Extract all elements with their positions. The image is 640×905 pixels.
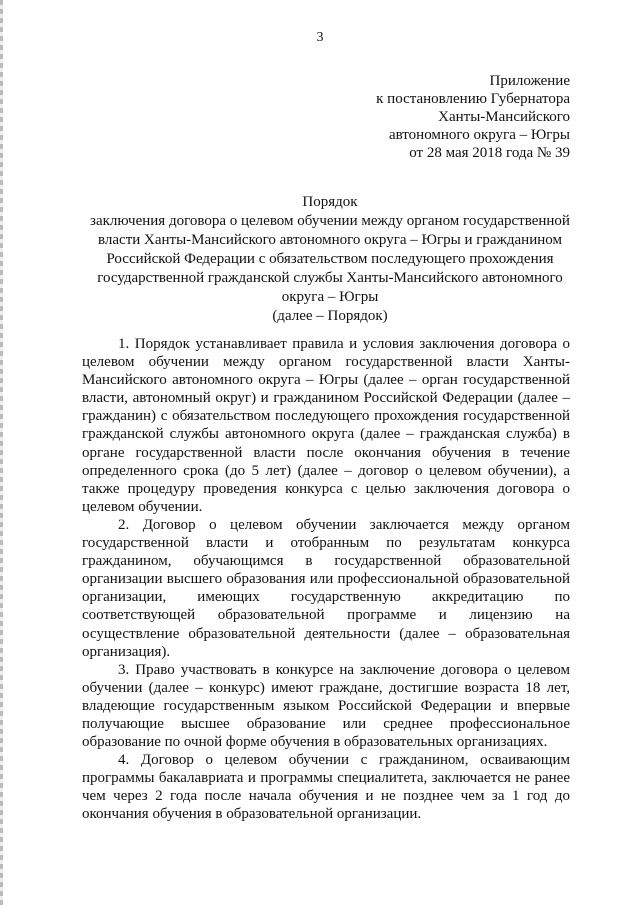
title-line: государственной гражданской службы Ханты-Мансийского автономного [97,270,563,286]
paragraph-4: 4. Договор о целевом обучении с гражданином, осваивающим программы бакалавриата и программы специалитета, заключается не ранее чем через 2 года после начала обучения и не позднее чем за 1 год до окончания обучения в образовательной организации. [82,752,570,823]
scan-edge [0,0,3,905]
title-line: (далее – Порядок) [272,308,388,324]
title-line: округа – Югры [281,289,379,305]
appendix-header [376,72,570,162]
title-heading: Порядок [302,194,358,210]
paragraph-1: 1. Порядок устанавливает правила и условия заключения договора о целевом обучении между органом государственной власти Ханты-Мансийского автономного округа – Югры (далее – орган государственной власти, автономный округ) и гражданином Российской Федерации (далее – гражданин) с обязательством последующего прохождения государственной гражданской службы автономного округа (далее – гражданская служба) в органе государственной власти после окончания обучения в течение определенного срока (до 5 лет) (далее – договор о целевом обучении), а также процедуру проведения конкурса с целью заключения договора о целевом обучении. [82,336,570,515]
appendix-line: к постановлению Губернатора [376,91,570,107]
document-body [82,335,570,824]
page-number: 3 [316,30,324,45]
appendix-line: Приложение [489,73,570,89]
title-line: Российской Федерации с обязательством последующего прохождения [106,251,554,267]
paragraph-2: 2. Договор о целевом обучении заключается между органом государственной власти и отобранным по результатам конкурса гражданином, обучающимся в государственной образовательной организации высшего образования или профессиональной образовательной организации, имеющих государственную аккредитацию по соответствующей образовательной программе и лицензию на осуществление образовательной деятельности (далее – образовательная организация). [82,516,570,660]
document-title [80,193,580,326]
appendix-line: Ханты-Мансийского [438,109,570,125]
title-line: власти Ханты-Мансийского автономного округа – Югры и гражданином [98,232,562,248]
appendix-line: автономного округа – Югры [388,127,570,143]
paragraph-3: 3. Право участвовать в конкурсе на заключение договора о целевом обучении (далее – конкурс) имеют граждане, достигшие возраста 18 лет, владеющие государственным языком Российской Федерации и впервые получающие высшее образование или среднее профессиональное образование по очной форме обучения в образовательных организациях. [82,661,570,751]
title-line: заключения договора о целевом обучении между органом государственной [90,213,570,229]
appendix-line: от 28 мая 2018 года № 39 [409,145,570,161]
